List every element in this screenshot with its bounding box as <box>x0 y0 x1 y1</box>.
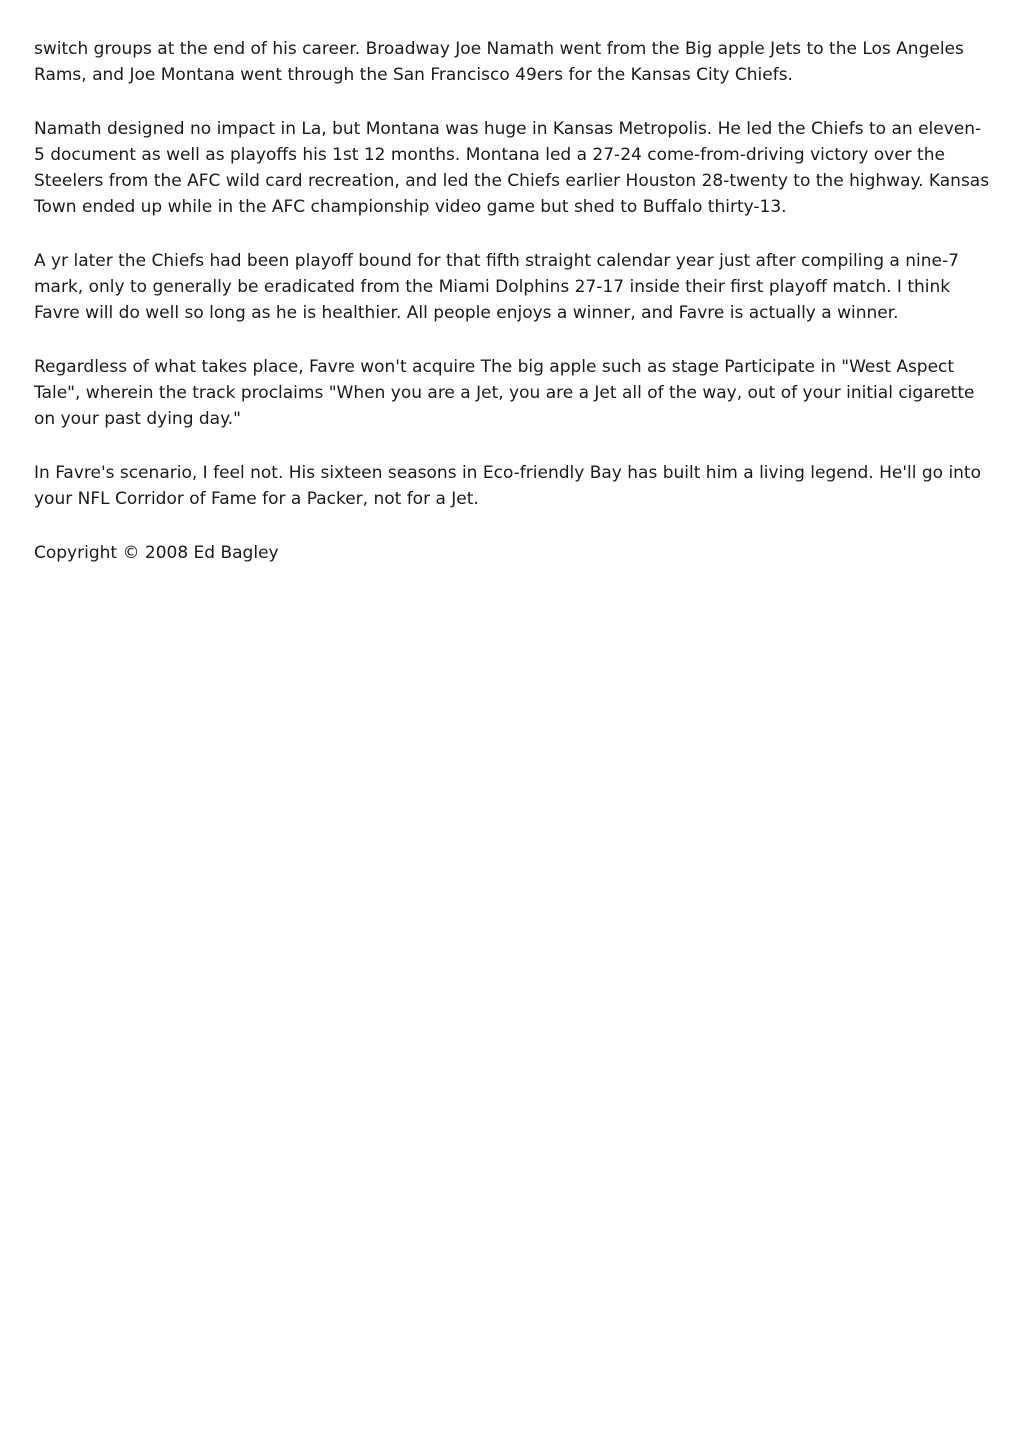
paragraph-1: switch groups at the end of his career. Broadway Joe Namath went from the Big apple Jets to the Los Angeles Rams, and Joe Montana went through the San Francisco 49ers for the Kansas City Chiefs. <box>34 39 964 85</box>
paragraph-3: A yr later the Chiefs had been playoff bound for that fifth straight calendar year just after compiling a nine-7 mark, only to generally be eradicated from the Miami Dolphins 27-17 inside their first playoff match. I think Favre will do well so long as he is healthier. All people enjoys a winner, and Favre is actually a winner. <box>34 251 959 323</box>
copyright-notice: Copyright © 2008 Ed Bagley <box>34 543 279 563</box>
paragraph-2: Namath designed no impact in La, but Montana was huge in Kansas Metropolis. He led the Chiefs to an eleven-5 document as well as playoffs his 1st 12 months. Montana led a 27-24 come-from-driving victory over the Steelers from the AFC wild card recreation, and led the Chiefs earlier Houston 28-twenty to the highway. Kansas Town ended up while in the AFC championship video game but shed to Buffalo thirty-13. <box>34 119 990 217</box>
paragraph-5: In Favre's scenario, I feel not. His sixteen seasons in Eco-friendly Bay has built him a living legend. He'll go into your NFL Corridor of Fame for a Packer, not for a Jet. <box>34 463 982 509</box>
paragraph-4: Regardless of what takes place, Favre won't acquire The big apple such as stage Participate in "West Aspect Tale", wherein the track proclaims "When you are a Jet, you are a Jet all of the way, out of your initial cigarette on your past dying day." <box>34 357 975 429</box>
